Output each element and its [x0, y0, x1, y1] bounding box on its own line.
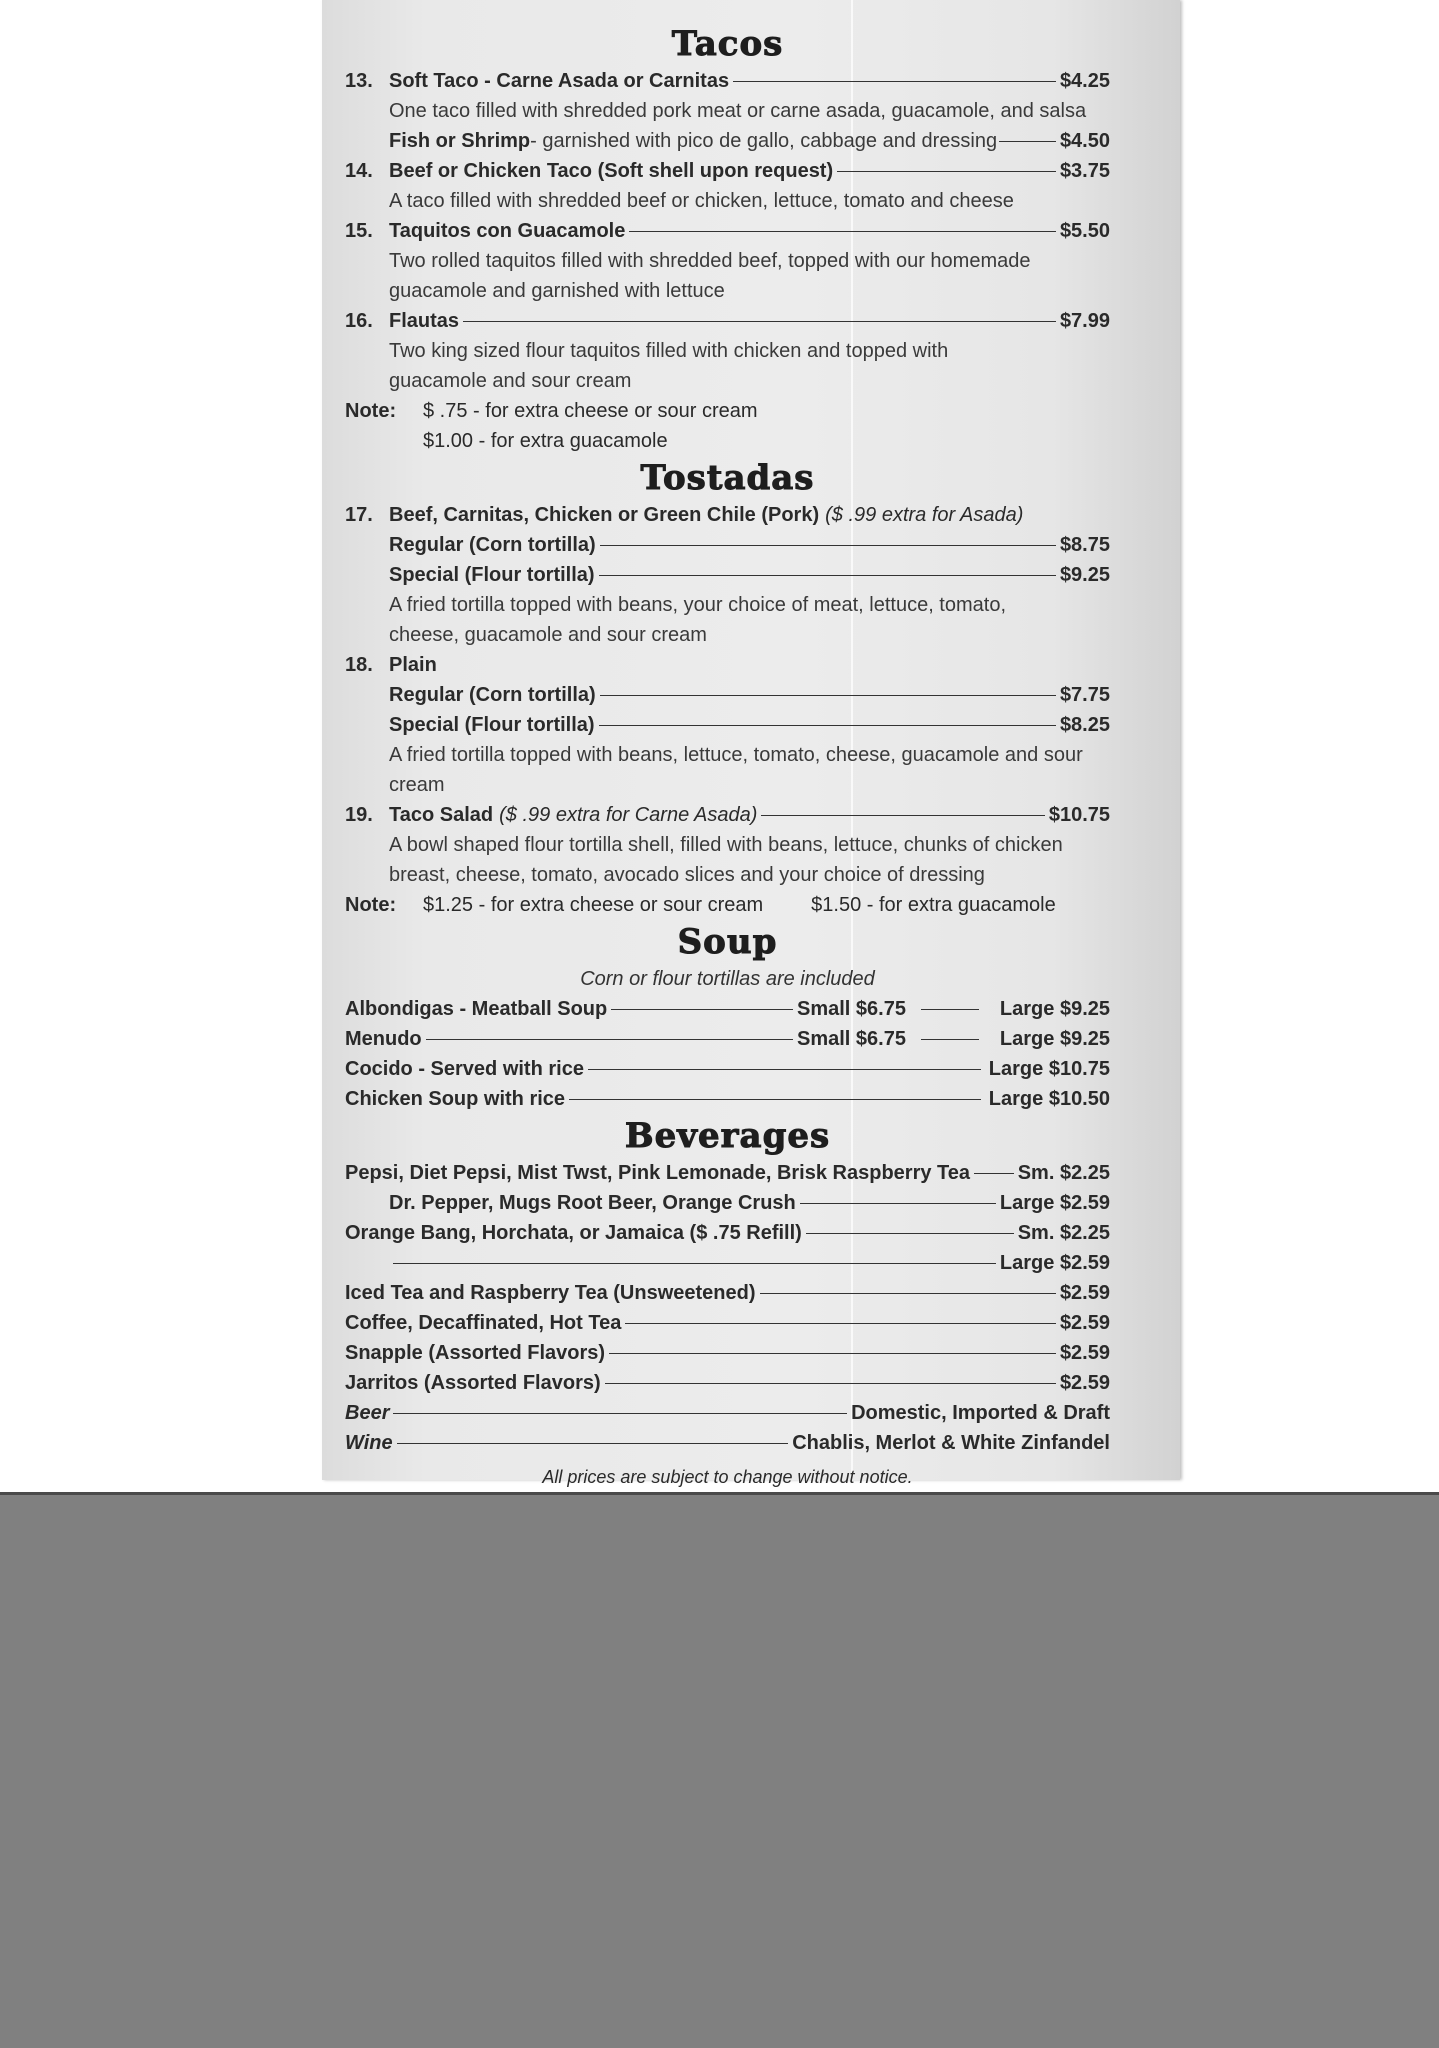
soup-name: Cocido - Served with rice — [345, 1058, 584, 1080]
item-number: 16. — [345, 310, 373, 332]
leader-line — [605, 1383, 1056, 1384]
beverage-name: Snapple (Assorted Flavors) — [345, 1342, 606, 1364]
soup-large-price: Large $9.25 — [999, 998, 1110, 1020]
menu-item-16 — [345, 306, 1110, 336]
beer-row — [345, 1398, 1110, 1428]
item-description: A fried tortilla topped with beans, your choice of meat, lettuce, tomato, cheese, guacamole and sour cream — [389, 594, 1007, 646]
soup-small-price: Small $6.75 — [797, 1028, 906, 1050]
leader-line — [599, 725, 1056, 726]
item-price: $10.75 — [1048, 804, 1110, 826]
soup-item — [345, 994, 1110, 1024]
beverage-price: $2.59 — [1059, 1282, 1110, 1304]
beer-label: Beer — [345, 1402, 390, 1424]
beverage-item — [345, 1218, 1110, 1248]
leader-line — [393, 1263, 996, 1264]
leader-line — [599, 575, 1056, 576]
note-text: $1.00 - for extra guacamole — [423, 430, 668, 452]
beverage-name: Pepsi, Diet Pepsi, Mist Twst, Pink Lemonade, Brisk Raspberry Tea — [345, 1162, 971, 1184]
leader-line — [974, 1173, 1014, 1174]
soup-large-price: Large $10.50 — [988, 1088, 1110, 1110]
option-name: Regular (Corn tortilla) — [389, 534, 596, 556]
tacos-note-2 — [345, 426, 1110, 456]
leader-line — [837, 171, 1056, 172]
leader-line — [463, 321, 1056, 322]
note-label: Note: — [345, 894, 397, 916]
leader-line — [921, 1009, 979, 1010]
beverage-price: $2.59 — [1059, 1372, 1110, 1394]
item-number: 17. — [345, 504, 373, 526]
item-number: 18. — [345, 654, 373, 676]
item-description: Two rolled taquitos filled with shredded beef, topped with our homemade guacamole and garnished with lettuce — [389, 250, 1031, 302]
leader-line — [921, 1039, 979, 1040]
soup-subtitle: Corn or flour tortillas are included — [580, 968, 875, 990]
beverage-item — [345, 1278, 1110, 1308]
beverage-price: Sm. $2.25 — [1017, 1162, 1110, 1184]
tacos-note — [345, 396, 1110, 426]
wine-label: Wine — [345, 1432, 393, 1454]
beverage-price: Large $2.59 — [999, 1192, 1110, 1214]
leader-line — [999, 141, 1056, 142]
option-name: Special (Flour tortilla) — [389, 564, 595, 586]
option-price: $8.75 — [1059, 534, 1110, 556]
leader-line — [426, 1039, 793, 1040]
leader-line — [806, 1233, 1014, 1234]
item-description: Two king sized flour taquitos filled with chicken and topped with guacamole and sour cream — [389, 340, 949, 392]
item-description: - garnished with pico de gallo, cabbage and dressing — [530, 130, 998, 152]
item-name: Flautas — [389, 310, 460, 332]
item-number: 13. — [345, 70, 373, 92]
item-name: Taquitos con Guacamole — [389, 220, 626, 242]
item-price: $4.50 — [1059, 130, 1110, 152]
beverage-item — [345, 1338, 1110, 1368]
scanner-background — [0, 1495, 1439, 2048]
leader-line — [609, 1353, 1056, 1354]
leader-line — [393, 1413, 847, 1414]
tostadas-heading: Tostadas — [640, 458, 815, 498]
soup-item — [345, 1054, 1110, 1084]
regular-option — [345, 530, 1110, 560]
menu-item-18 — [345, 650, 1110, 680]
soup-name: Chicken Soup with rice — [345, 1088, 566, 1110]
beverage-name: Coffee, Decaffinated, Hot Tea — [345, 1312, 622, 1334]
leader-line — [600, 545, 1056, 546]
tostadas-note — [345, 890, 1110, 920]
menu-item-14 — [345, 156, 1110, 186]
beverage-price: Sm. $2.25 — [1017, 1222, 1110, 1244]
note-text: $1.50 - for extra guacamole — [811, 894, 1056, 916]
item-number: 14. — [345, 160, 373, 182]
note-text: $1.25 - for extra cheese or sour cream — [423, 894, 764, 916]
menu-item-15 — [345, 216, 1110, 246]
wine-row — [345, 1428, 1110, 1458]
item-name: Beef or Chicken Taco (Soft shell upon request) — [389, 160, 834, 182]
wine-value: Chablis, Merlot & White Zinfandel — [792, 1432, 1110, 1454]
beverage-item — [345, 1188, 1110, 1218]
leader-line — [569, 1099, 981, 1100]
beverage-item — [345, 1368, 1110, 1398]
beverage-item — [345, 1158, 1110, 1188]
menu-item-fish-shrimp — [345, 126, 1110, 156]
beverage-name: Orange Bang, Horchata, or Jamaica ($ .75 Refill) — [345, 1222, 802, 1244]
item-description: A taco filled with shredded beef or chicken, lettuce, tomato and cheese — [389, 190, 1014, 212]
leader-line — [397, 1443, 789, 1444]
soup-name: Albondigas - Meatball Soup — [345, 998, 608, 1020]
option-price: $9.25 — [1059, 564, 1110, 586]
menu-content — [345, 22, 1110, 1492]
item-extra-note: ($ .99 extra for Asada) — [825, 504, 1024, 526]
soup-item — [345, 1024, 1110, 1054]
item-number: 19. — [345, 804, 373, 826]
beverage-price: $2.59 — [1059, 1342, 1110, 1364]
menu-item-13 — [345, 66, 1110, 96]
item-number: 15. — [345, 220, 373, 242]
soup-large-price: Large $10.75 — [988, 1058, 1110, 1080]
special-option — [345, 710, 1110, 740]
regular-option — [345, 680, 1110, 710]
soup-item — [345, 1084, 1110, 1114]
leader-line — [611, 1009, 793, 1010]
soup-large-price: Large $9.25 — [999, 1028, 1110, 1050]
item-description: A fried tortilla topped with beans, lettuce, tomato, cheese, guacamole and sour cream — [389, 744, 1083, 796]
menu-item-17 — [345, 500, 1110, 530]
item-extra-note: ($ .99 extra for Carne Asada) — [499, 804, 758, 826]
item-description: One taco filled with shredded pork meat or carne asada, guacamole, and salsa — [389, 100, 1087, 122]
soup-small-price: Small $6.75 — [797, 998, 906, 1020]
item-name: Beef, Carnitas, Chicken or Green Chile (Pork) — [389, 504, 820, 526]
note-label: Note: — [345, 400, 397, 422]
item-price: $4.25 — [1059, 70, 1110, 92]
beverage-item — [345, 1308, 1110, 1338]
leader-line — [800, 1203, 996, 1204]
item-description: A bowl shaped flour tortilla shell, filled with beans, lettuce, chunks of chicken breast, cheese, tomato, avocado slices and your choice of dressing — [389, 834, 1063, 886]
beverage-name: Iced Tea and Raspberry Tea (Unsweetened) — [345, 1282, 756, 1304]
beverages-heading: Beverages — [624, 1116, 831, 1156]
item-name: Plain — [389, 654, 437, 676]
leader-line — [760, 1293, 1056, 1294]
item-price: $7.99 — [1059, 310, 1110, 332]
leader-line — [588, 1069, 981, 1070]
option-price: $7.75 — [1059, 684, 1110, 706]
item-name: Soft Taco - Carne Asada or Carnitas — [389, 70, 730, 92]
beverage-price: Large $2.59 — [999, 1252, 1110, 1274]
tacos-heading: Tacos — [671, 24, 784, 64]
leader-line — [733, 81, 1056, 82]
special-option — [345, 560, 1110, 590]
menu-item-19 — [345, 800, 1110, 830]
leader-line — [629, 231, 1056, 232]
beverage-item — [345, 1248, 1110, 1278]
option-name: Special (Flour tortilla) — [389, 714, 595, 736]
item-name: Fish or Shrimp — [389, 130, 531, 152]
note-text: $ .75 - for extra cheese or sour cream — [423, 400, 758, 422]
leader-line — [625, 1323, 1056, 1324]
leader-line — [761, 815, 1044, 816]
item-price: $3.75 — [1059, 160, 1110, 182]
beverage-price: $2.59 — [1059, 1312, 1110, 1334]
option-name: Regular (Corn tortilla) — [389, 684, 596, 706]
beer-value: Domestic, Imported & Draft — [851, 1402, 1110, 1424]
leader-line — [600, 695, 1056, 696]
item-price: $5.50 — [1059, 220, 1110, 242]
soup-heading: Soup — [677, 922, 778, 962]
beverage-name: Jarritos (Assorted Flavors) — [345, 1372, 601, 1394]
option-price: $8.25 — [1059, 714, 1110, 736]
item-name: Taco Salad — [389, 804, 494, 826]
price-disclaimer: All prices are subject to change without notice. — [542, 1467, 913, 1487]
soup-name: Menudo — [345, 1028, 422, 1050]
beverage-name: Dr. Pepper, Mugs Root Beer, Orange Crush — [389, 1192, 796, 1214]
